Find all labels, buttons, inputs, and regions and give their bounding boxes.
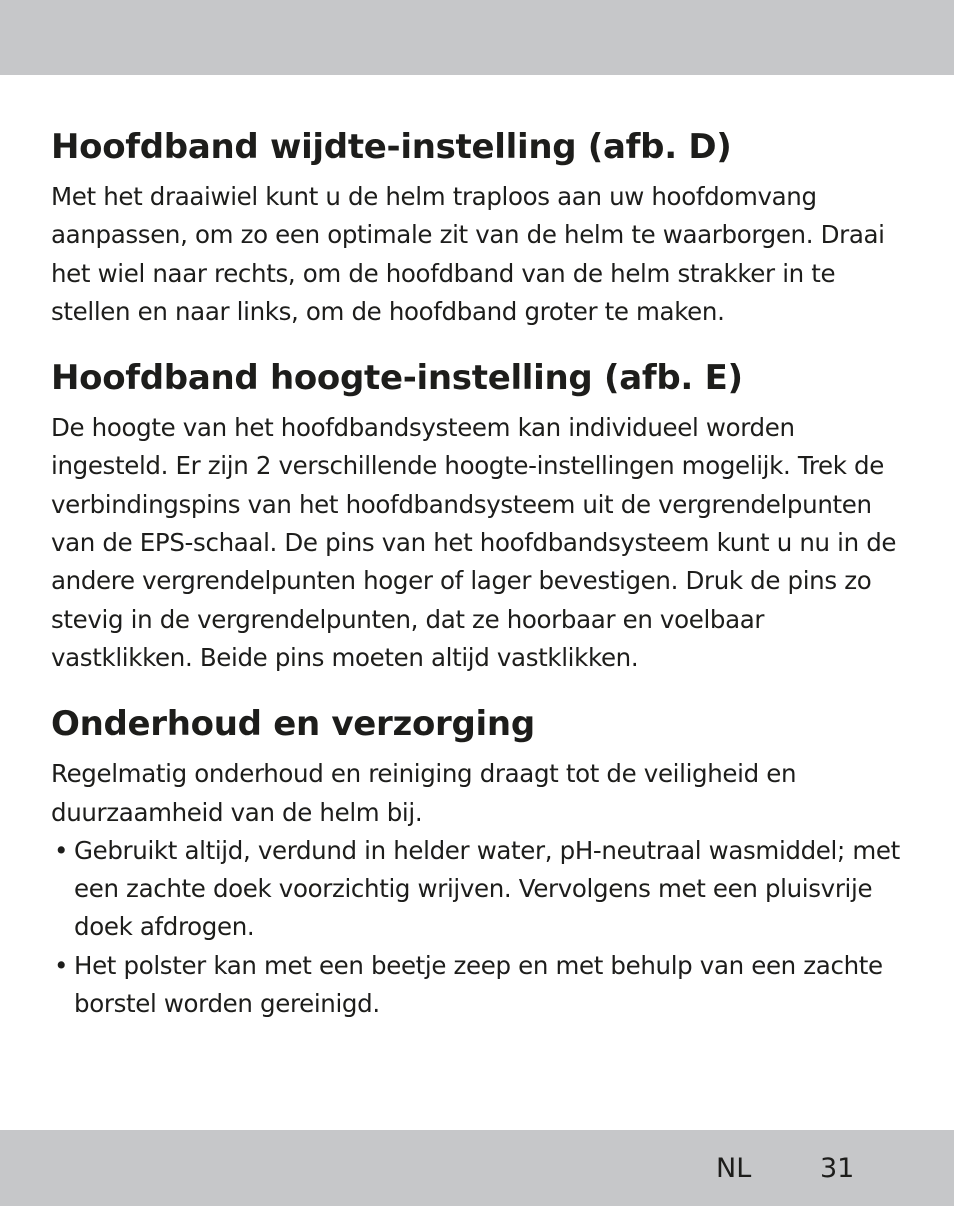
list-item-text: Gebruikt altijd, verdund in helder water, pH-neutraal wasmiddel; met een zachte doek voorzichtig wrijven. Vervolgens met een pluisvrije doek afdrogen. <box>74 835 900 942</box>
list-item <box>51 947 911 1024</box>
footer-language: NL <box>716 1153 752 1184</box>
paragraph-maintenance: Regelmatig onderhoud en reiniging draagt tot de veiligheid en duurzaamheid van de helm bij. <box>51 759 797 827</box>
footer-band <box>0 1130 954 1206</box>
heading-maintenance: Onderhoud en verzorging <box>51 704 535 745</box>
paragraph-headband-width: Met het draaiwiel kunt u de helm traploos aan uw hoofdomvang aanpassen, om zo een optimale zit van de helm te waarborgen. Draai het wiel naar rechts, om de hoofdband van de helm strakker in te stellen en naar links, om de hoofdband groter te maken. <box>51 182 885 326</box>
heading-headband-height: Hoofdband hoogte-instelling (afb. E) <box>51 358 743 399</box>
bullet-symbol: • <box>54 950 69 980</box>
heading-headband-width: Hoofdband wijdte-instelling (afb. D) <box>51 127 732 167</box>
maintenance-list <box>51 832 911 1023</box>
section-headband-height <box>51 353 911 677</box>
section-headband-width <box>51 122 911 331</box>
bullet-symbol: • <box>54 835 69 865</box>
page-number: 31 <box>820 1153 855 1184</box>
header-band <box>0 0 954 75</box>
page-content <box>51 122 911 1045</box>
list-item-text: Het polster kan met een beetje zeep en met behulp van een zachte borstel worden gereinigd. <box>74 950 883 1019</box>
list-item <box>51 832 911 947</box>
section-maintenance <box>51 699 911 1023</box>
paragraph-headband-height: De hoogte van het hoofdbandsysteem kan individueel worden ingesteld. Er zijn 2 verschillende hoogte-instellingen mogelijk. Trek de verbindingspins van het hoofdbandsysteem uit de vergrendelpunten van de EPS-schaal. De pins van het hoofdbandsysteem kunt u nu in de andere vergrendelpunten hoger of lager bevestigen. Druk de pins zo stevig in de vergrendelpunten, dat ze hoorbaar en voelbaar vastklikken. Beide pins moeten altijd vastklikken. <box>51 413 897 672</box>
